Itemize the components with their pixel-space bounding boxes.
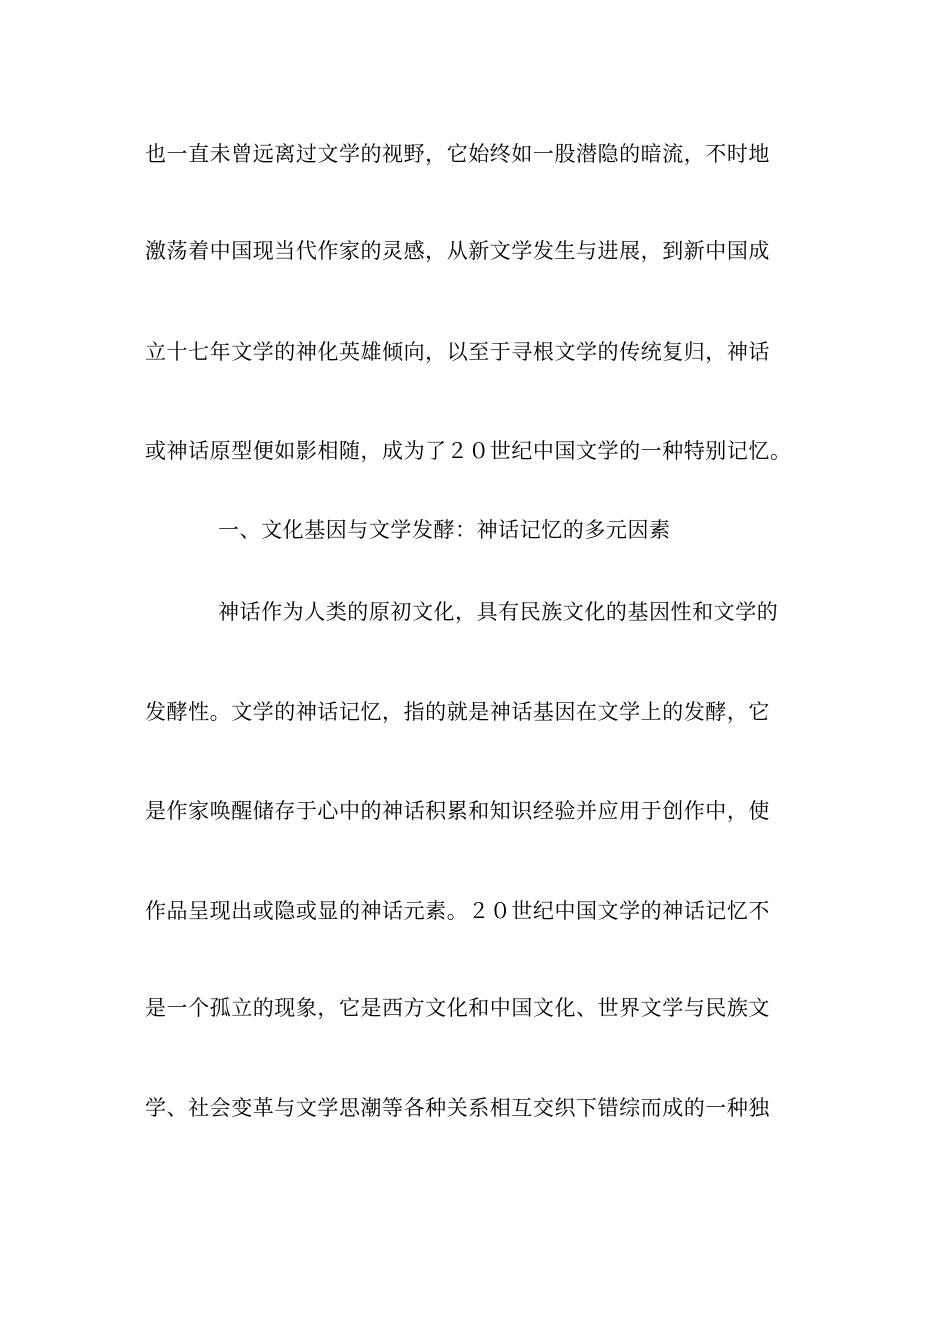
text-line: 学、社会变革与文学思潮等各种关系相互交织下错综而成的一种独 [145,1096,770,1120]
text-line: 是一个孤立的现象，它是西方文化和中国文化、世界文学与民族文 [145,996,770,1020]
text-line: 是作家唤醒储存于心中的神话积累和知识经验并应用于创作中，使 [145,799,770,823]
text-line: 立十七年文学的神化英雄倾向，以至于寻根文学的传统复归，神话 [145,340,770,364]
text-line: 或神话原型便如影相随，成为了２０世纪中国文学的一种特别记忆。 [145,439,792,463]
text-line: 作品呈现出或隐或显的神话元素。２０世纪中国文学的神话记忆不 [145,899,770,923]
paragraph-first-line: 神话作为人类的原初文化，具有民族文化的基因性和文学的 [218,600,779,624]
text-line: 激荡着中国现当代作家的灵感，从新文学发生与进展，到新中国成 [145,239,770,263]
text-line: 发酵性。文学的神话记忆，指的就是神话基因在文学上的发酵，它 [145,700,770,724]
text-line: 也一直未曾远离过文学的视野，它始终如一股潜隐的暗流，不时地 [145,142,770,166]
section-heading: 一、文化基因与文学发酵：神话记忆的多元因素 [218,518,671,542]
